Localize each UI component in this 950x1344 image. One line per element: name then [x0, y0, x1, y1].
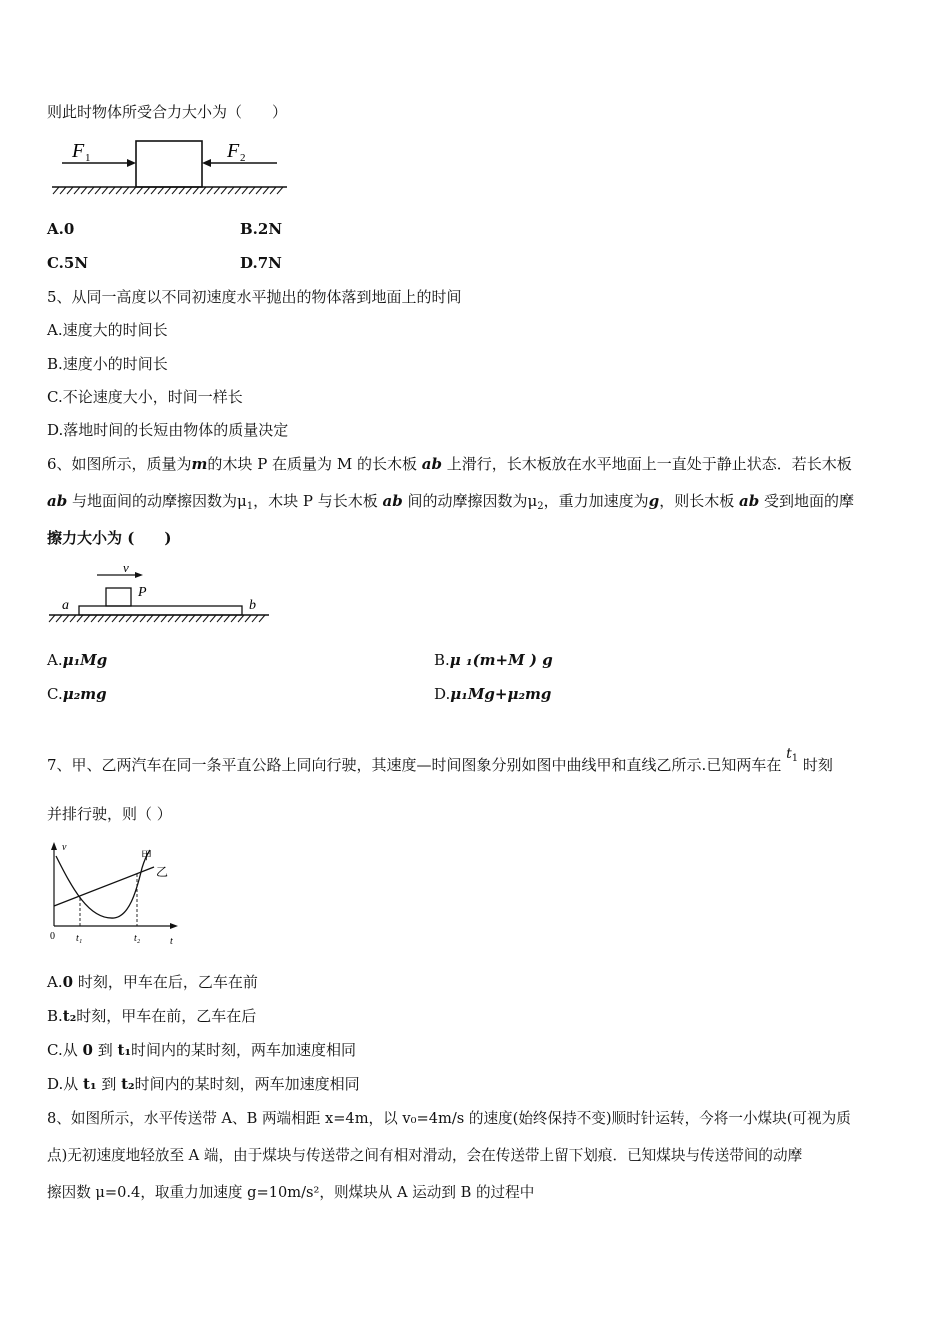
- yi-label: 乙: [156, 865, 169, 879]
- q8-stem-line3: 擦因数 μ=0.4，取重力加速度 g=10m/s²，则煤块从 A 运动到 B 的过程中: [47, 1184, 535, 1201]
- q6-option-a[interactable]: A.μ₁Mg: [47, 651, 108, 669]
- q7-stem-line2: 并排行驶，则（ ）: [47, 805, 172, 823]
- q4-option-d[interactable]: D.7N: [240, 254, 282, 272]
- q4-option-c[interactable]: C.5N: [47, 254, 89, 272]
- q7-option-a[interactable]: A.0 时刻，甲车在后，乙车在前: [47, 973, 258, 991]
- end-a-label: a: [62, 598, 69, 613]
- q6-option-d[interactable]: D.μ₁Mg+μ₂mg: [434, 685, 552, 703]
- block-p-label: P: [138, 585, 147, 600]
- origin-label: 0: [50, 931, 55, 942]
- f1-sub: 1: [85, 152, 91, 164]
- q5-option-d[interactable]: D.落地时间的长短由物体的质量决定: [47, 421, 289, 439]
- q7-option-c[interactable]: C.从 0 到 t₁时间内的某时刻，两车加速度相同: [47, 1041, 357, 1059]
- q6-stem-line3: 擦力大小为 ( ): [47, 529, 172, 547]
- q6-board-diagram: [47, 558, 272, 628]
- q5-option-c[interactable]: C.不论速度大小，时间一样长: [47, 388, 243, 406]
- q5-option-b[interactable]: B.速度小的时间长: [47, 355, 168, 373]
- q7-option-b[interactable]: B.t₂时刻，甲车在前，乙车在后: [47, 1007, 257, 1025]
- f2-label: F: [227, 140, 240, 162]
- q8-stem-line2: 点)无初速度地轻放至 A 端，由于煤块与传送带之间有相对滑动，会在传送带上留下划痕．已知煤块与传送带间的动摩: [47, 1147, 803, 1164]
- curve-jia: [56, 850, 150, 918]
- q5-option-a[interactable]: A.速度大的时间长: [47, 321, 168, 339]
- line-yi: [54, 867, 154, 906]
- v-axis-label: v: [62, 842, 67, 853]
- q4-option-a[interactable]: A.0: [47, 220, 75, 238]
- f2-sub: 2: [240, 152, 246, 164]
- q4-option-b[interactable]: B.2N: [240, 220, 283, 238]
- velocity-label: v: [123, 560, 129, 575]
- q5-stem: 5、从同一高度以不同初速度水平抛出的物体落到地面上的时间: [47, 288, 462, 306]
- t2-tick-label: t₂: [134, 933, 141, 944]
- q8-stem-line1: 8、如图所示，水平传送带 A、B 两端相距 x=4m，以 v₀=4m/s 的速度(始终保持不变)顺时针运转，今将一小煤块(可视为质: [47, 1110, 851, 1127]
- q7-stem-line1: 7、甲、乙两汽车在同一条平直公路上同向行驶，其速度—时间图象分别如图中曲线甲和直线乙所示.已知两车在 $t^1$ 时刻: [47, 746, 833, 774]
- q7-option-d[interactable]: D.从 t₁ 到 t₂时间内的某时刻，两车加速度相同: [47, 1075, 360, 1093]
- t-axis-label: t: [170, 936, 173, 947]
- t1-tick-label: t₁: [76, 933, 83, 944]
- q6-stem-line2: ab 与地面间的动摩擦因数为$\mu_1$，木块 P 与长木板 ab 间的动摩擦因数为$\mu_2$，重力加速度为g，则长木板 ab 受到地面的摩: [47, 492, 854, 512]
- end-b-label: b: [249, 598, 256, 613]
- jia-label: 甲: [141, 849, 152, 862]
- q6-option-c[interactable]: C.μ₂mg: [47, 685, 107, 703]
- q7-velocity-time-graph: [44, 838, 184, 950]
- q4-force-diagram: [47, 135, 292, 203]
- q6-option-b[interactable]: B.μ ₁(m+M ) g: [434, 651, 553, 669]
- q6-stem-line1: 6、如图所示，质量为m的木块 P 在质量为 M 的长木板 ab 上滑行，长木板放在水平地面上一直处于静止状态．若长木板: [47, 455, 852, 473]
- f1-label: F: [72, 140, 85, 162]
- q4-stem: 则此时物体所受合力大小为（ ）: [47, 103, 288, 121]
